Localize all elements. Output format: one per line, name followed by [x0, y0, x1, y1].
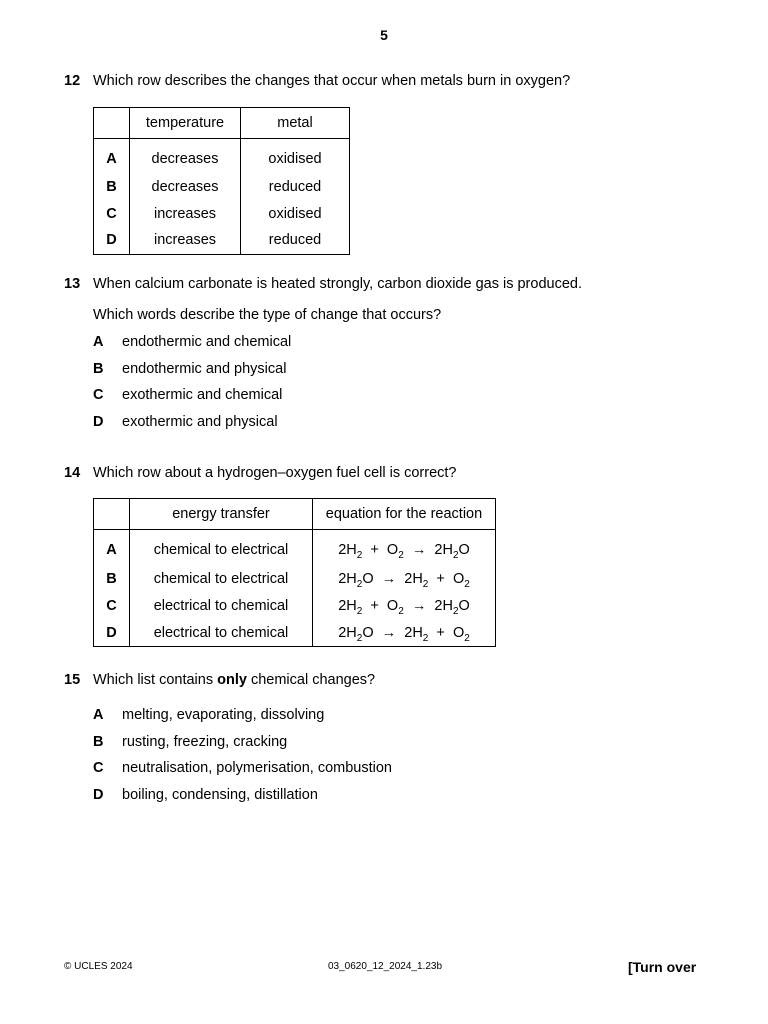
table-cell: decreases — [130, 139, 241, 175]
list-item — [93, 755, 724, 782]
table-row — [94, 174, 350, 201]
question-number: 15 — [64, 672, 81, 688]
options-table — [93, 107, 350, 255]
table-row — [94, 227, 350, 254]
document-code: 03_0620_12_2024_1.23b — [328, 961, 443, 972]
list-item — [93, 409, 724, 436]
option-text: endothermic and physical — [122, 360, 287, 377]
table-cell: increases — [130, 227, 241, 254]
question-subtext: Which words describe the type of change that occurs? — [93, 307, 442, 323]
option-text: exothermic and physical — [122, 413, 278, 430]
table-cell: electrical to chemical — [130, 592, 313, 619]
question-number: 14 — [64, 465, 81, 481]
table-cell: reduced — [241, 174, 350, 201]
question-12 — [64, 73, 724, 255]
equation: $2H_2O \to 2H_2 + O_2$ — [313, 565, 496, 592]
table-cell: decreases — [130, 174, 241, 201]
option-letter: B — [93, 733, 104, 750]
table-row — [94, 565, 496, 592]
list-item — [93, 329, 724, 356]
question-text: Which row about a hydrogen–oxygen fuel cell is correct? — [93, 465, 457, 481]
table-row — [94, 619, 496, 647]
option-letter: C — [93, 387, 104, 404]
table-cell: oxidised — [241, 139, 350, 175]
list-item — [93, 702, 724, 729]
option-text: neutralisation, polymerisation, combustion — [122, 760, 392, 777]
equation: $2H_2 + O_2 \to 2H_2O$ — [313, 530, 496, 566]
table-cell: chemical to electrical — [130, 530, 313, 566]
table-cell: reduced — [241, 227, 350, 254]
option-letter: C — [93, 760, 104, 777]
option-letter: A — [94, 139, 130, 175]
question-number: 13 — [64, 276, 81, 292]
copyright: © UCLES 2024 — [64, 961, 133, 972]
option-text: exothermic and chemical — [122, 387, 283, 404]
list-item — [93, 782, 724, 809]
page-number: 5 — [380, 27, 388, 43]
options-table — [93, 498, 496, 647]
option-text: rusting, freezing, cracking — [122, 733, 288, 750]
question-text: Which row describes the changes that occur when metals burn in oxygen? — [93, 73, 571, 89]
option-letter: D — [93, 786, 104, 803]
table-row — [94, 530, 496, 566]
column-header: energy transfer — [130, 499, 313, 530]
option-text: endothermic and chemical — [122, 334, 292, 351]
equation: $2H_2O \to 2H_2 + O_2$ — [313, 619, 496, 647]
question-15 — [64, 672, 724, 808]
question-14 — [64, 465, 724, 647]
option-letter: D — [93, 413, 104, 430]
list-item — [93, 729, 724, 756]
option-letter: D — [94, 619, 130, 647]
option-text: melting, evaporating, dissolving — [122, 707, 325, 724]
table-cell: increases — [130, 201, 241, 228]
option-letter: A — [93, 334, 104, 351]
option-letter: C — [94, 201, 130, 228]
options-list — [93, 702, 724, 808]
emphasis: only — [217, 672, 247, 688]
column-header: metal — [241, 108, 350, 139]
question-text: Which list contains only chemical changes? — [93, 672, 376, 688]
option-letter: D — [94, 227, 130, 254]
question-text: When calcium carbonate is heated strongly, carbon dioxide gas is produced. — [93, 276, 582, 292]
table-cell: chemical to electrical — [130, 565, 313, 592]
option-letter: B — [94, 174, 130, 201]
list-item — [93, 382, 724, 409]
option-text: boiling, condensing, distillation — [122, 786, 318, 803]
question-13 — [64, 276, 724, 435]
option-letter: C — [94, 592, 130, 619]
table-row — [94, 201, 350, 228]
table-row — [94, 592, 496, 619]
column-header: temperature — [130, 108, 241, 139]
question-number: 12 — [64, 73, 81, 89]
option-letter: A — [93, 707, 104, 724]
table-cell: electrical to chemical — [130, 619, 313, 647]
option-letter: B — [93, 360, 104, 377]
list-item — [93, 356, 724, 383]
turn-over-label: [Turn over — [628, 959, 697, 975]
option-letter: A — [94, 530, 130, 566]
option-letter: B — [94, 565, 130, 592]
table-cell: oxidised — [241, 201, 350, 228]
table-row — [94, 139, 350, 175]
options-list — [93, 329, 724, 435]
equation: $2H_2 + O_2 \to 2H_2O$ — [313, 592, 496, 619]
column-header: equation for the reaction — [313, 499, 496, 530]
